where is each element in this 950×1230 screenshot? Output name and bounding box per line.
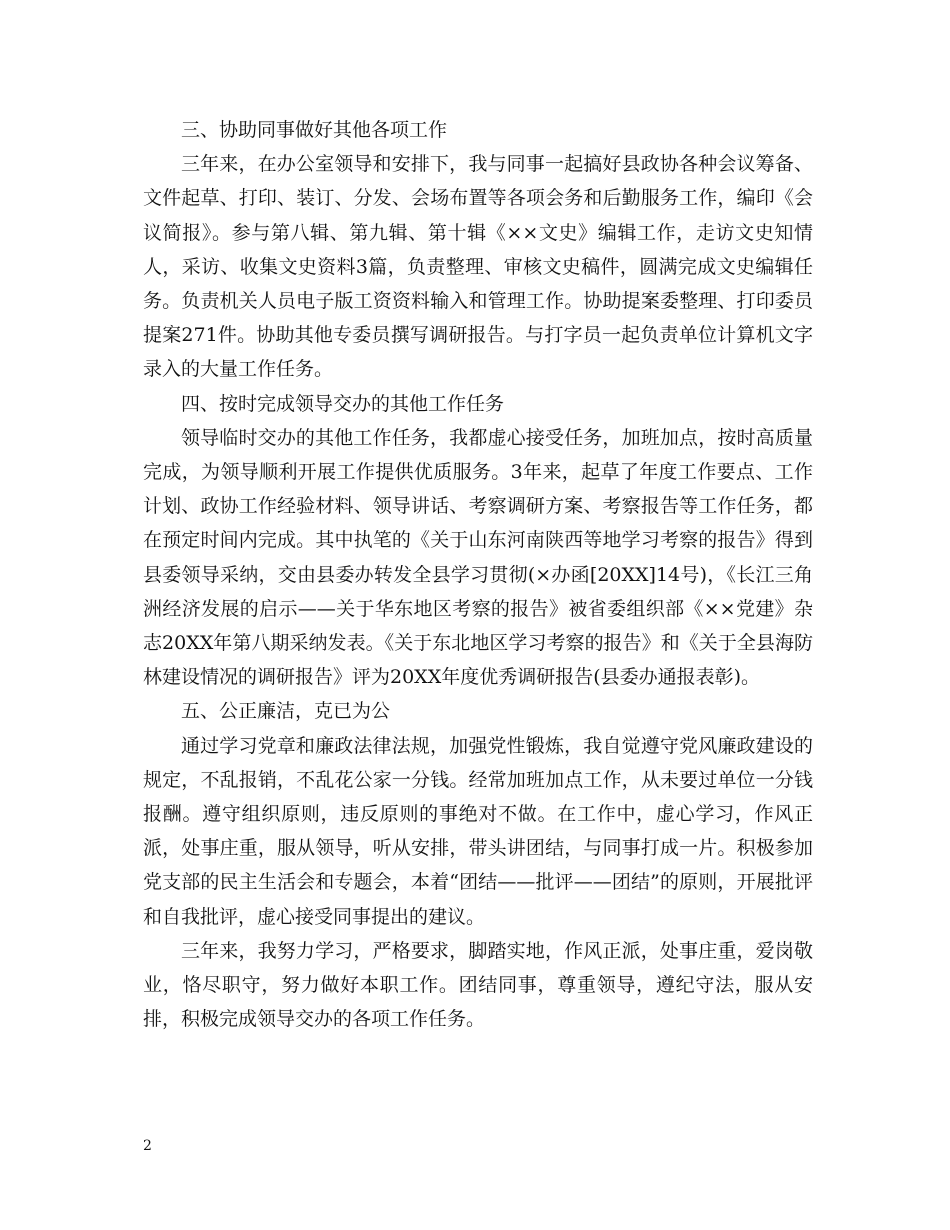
- section-heading: 三、协助同事做好其他各项工作: [181, 119, 448, 141]
- body-paragraph: 通过学习党章和廉政法律法规，加强党性锻炼，我自觉遵守党风廉政建设的规定，不乱报销，不乱花公家一分钱。经常加班加点工作，从未要过单位一分钱报酬。遵守组织原则，违反原则的事绝对不做。在工作中，虚心学习，作风正派，处事庄重，服从领导，听从安排，带头讲团结，与同事打成一片。积极参加党支部的民主生活会和专题会，本着“团结——批评——团结”的原则，开展批评和自我批评，虚心接受同事提出的建议。: [143, 734, 813, 928]
- body-paragraph: 三年来，在办公室领导和安排下，我与同事一起搞好县政协各种会议筹备、文件起草、打印、装订、分发、会场布置等各项会务和后勤服务工作，编印《会议简报》。参与第八辑、第九辑、第十辑《××文史》编辑工作，走访文史知情人，采访、收集文史资料3篇，负责整理、审核文史稿件，圆满完成文史编辑任务。负责机关人员电子版工资资料输入和管理工作。协助提案委整理、打印委员提案271件。协助其他专委员撰写调研报告。与打字员一起负责单位计算机文字录入的大量工作任务。: [143, 153, 813, 381]
- document-body: [143, 113, 813, 1036]
- body-paragraph: 三年来，我努力学习，严格要求，脚踏实地，作风正派，处事庄重，爱岗敬业，恪尽职守，努力做好本职工作。团结同事，尊重领导，遵纪守法，服从安排，积极完成领导交办的各项工作任务。: [143, 939, 813, 1031]
- section-heading: 五、公正廉洁，克已为公: [181, 700, 391, 723]
- page-number: 2: [143, 1138, 152, 1154]
- section-heading: 四、按时完成领导交办的其他工作任务: [181, 392, 505, 415]
- body-paragraph: 领导临时交办的其他工作任务，我都虚心接受任务，加班加点，按时高质量完成，为领导顺利开展工作提供优质服务。3年来，起草了年度工作要点、工作计划、政协工作经验材料、领导讲话、考察调研方案、考察报告等工作任务，都在预定时间内完成。其中执笔的《关于山东河南陕西等地学习考察的报告》得到县委领导采纳，交由县委办转发全县学习贯彻(×办函[20XX]14号)，《长江三角洲经济发展的启示——关于华东地区考察的报告》被省委组织部《××党建》杂志20XX年第八期采纳发表。《关于东北地区学习考察的报告》和《关于全县海防林建设情况的调研报告》评为20XX年度优秀调研报告(县委办通报表彰)。: [143, 426, 813, 689]
